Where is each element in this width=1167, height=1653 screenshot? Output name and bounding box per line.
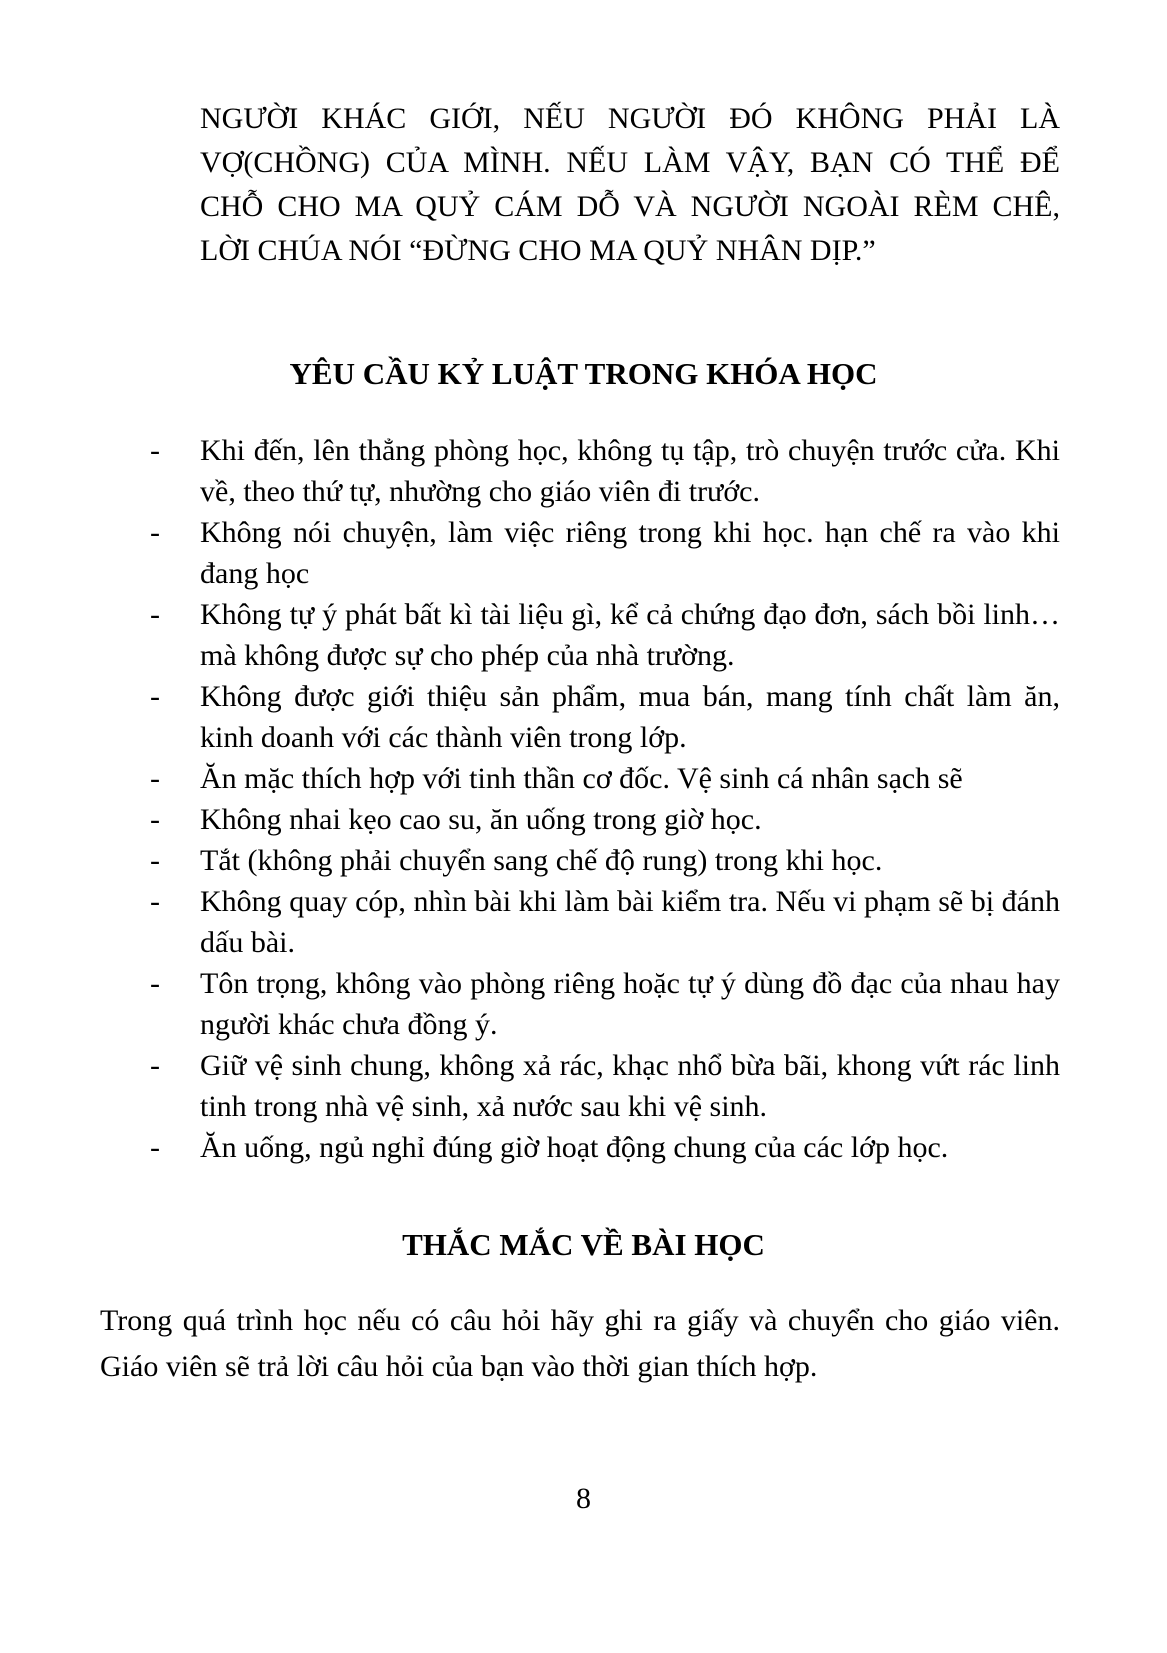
bullet-dash: - (150, 680, 160, 713)
questions-paragraph: Trong quá trình học nếu có câu hỏi hãy ghi ra giấy và chuyển cho giáo viên. Giáo viên sẽ trả lời câu hỏi của bạn vào thời gian thích hợp. (100, 1304, 1060, 1383)
intro-line: CHỖ CHO MA QUỶ CÁM DỖ VÀ NGƯỜI NGOÀI RÈM CHÊ, (200, 190, 1060, 223)
bullet-dash: - (150, 1131, 160, 1164)
intro-paragraph (200, 97, 1060, 273)
rule-text: Ăn uống, ngủ nghỉ đúng giờ hoạt động chung của các lớp học. (200, 1131, 949, 1164)
bullet-dash: - (150, 885, 160, 918)
rule-text: Ăn mặc thích hợp với tinh thần cơ đốc. Vệ sinh cá nhân sạch sẽ (200, 762, 963, 795)
rule-item (140, 676, 1060, 758)
rule-text: Không tự ý phát bất kì tài liệu gì, kể cả chứng đạo đơn, sách bồi linh…mà không được sự cho phép của nhà trường. (200, 598, 1060, 672)
rule-item (140, 881, 1060, 963)
intro-line: LỜI CHÚA NÓI “ĐỪNG CHO MA QUỶ NHÂN DỊP.” (200, 234, 876, 267)
bullet-dash: - (150, 762, 160, 795)
discipline-rules-list (140, 430, 1060, 1168)
rule-text: Không được giới thiệu sản phẩm, mua bán, mang tính chất làm ăn, kinh doanh với các thành viên trong lớp. (200, 680, 1060, 754)
bullet-dash: - (150, 967, 160, 1000)
bullet-dash: - (150, 434, 160, 467)
rule-text: Khi đến, lên thẳng phòng học, không tụ tập, trò chuyện trước cửa. Khi về, theo thứ tự, nhường cho giáo viên đi trước. (200, 434, 1060, 508)
rule-item (140, 1127, 1060, 1168)
rule-text: Không quay cóp, nhìn bài khi làm bài kiểm tra. Nếu vi phạm sẽ bị đánh dấu bài. (200, 885, 1060, 959)
rule-item (140, 963, 1060, 1045)
bullet-dash: - (150, 516, 160, 549)
rule-text: Tắt (không phải chuyển sang chế độ rung) trong khi học. (200, 844, 883, 877)
intro-line: NGƯỜI KHÁC GIỚI, NẾU NGƯỜI ĐÓ KHÔNG PHẢI LÀ (200, 102, 1060, 135)
rule-text: Không nhai kẹo cao su, ăn uống trong giờ học. (200, 803, 762, 836)
rule-item (140, 758, 1060, 799)
rule-text: Tôn trọng, không vào phòng riêng hoặc tự ý dùng đồ đạc của nhau hay người khác chưa đồng ý. (200, 967, 1060, 1041)
questions-heading: THẮC MẮC VỀ BÀI HỌC (402, 1227, 765, 1262)
rule-item (140, 799, 1060, 840)
discipline-heading: YÊU CẦU KỶ LUẬT TRONG KHÓA HỌC (289, 356, 878, 391)
rule-item (140, 594, 1060, 676)
rule-text: Giữ vệ sinh chung, không xả rác, khạc nhổ bừa bãi, khong vứt rác linh tinh trong nhà vệ sinh, xả nước sau khi vệ sinh. (200, 1049, 1060, 1123)
bullet-dash: - (150, 844, 160, 877)
bullet-dash: - (150, 1049, 160, 1082)
rule-item (140, 512, 1060, 594)
intro-line: VỢ(CHỒNG) CỦA MÌNH. NẾU LÀM VẬY, BẠN CÓ THỂ ĐỂ (200, 146, 1060, 179)
rule-text: Không nói chuyện, làm việc riêng trong khi học. hạn chế ra vào khi đang học (200, 516, 1060, 590)
bullet-dash: - (150, 598, 160, 631)
rule-item (140, 840, 1060, 881)
bullet-dash: - (150, 803, 160, 836)
page-number: 8 (576, 1482, 591, 1515)
rule-item (140, 430, 1060, 512)
rule-item (140, 1045, 1060, 1127)
